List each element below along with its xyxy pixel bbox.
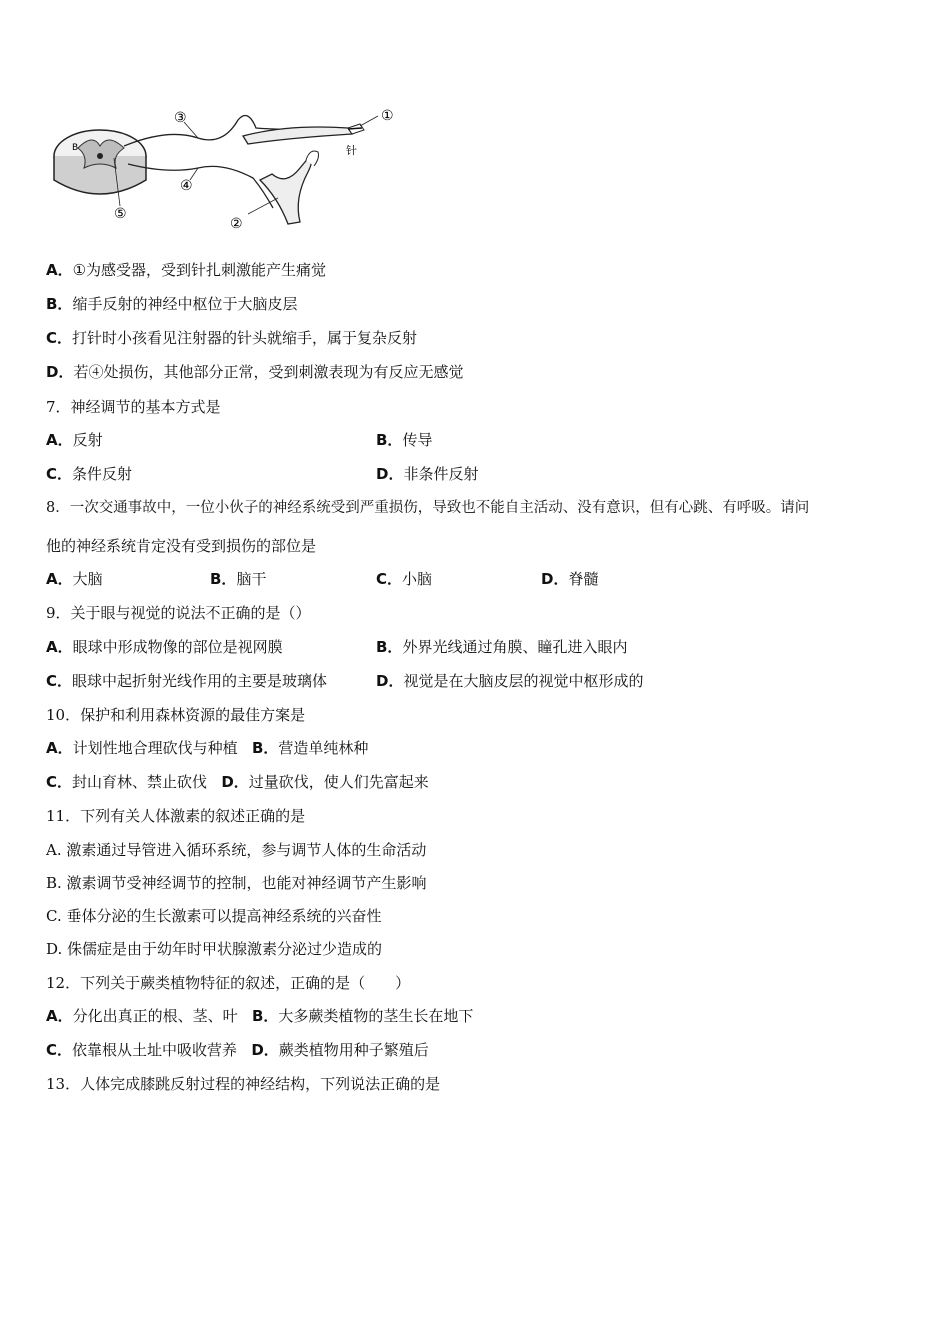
arm-lower — [260, 156, 312, 224]
needle-label: 针 — [346, 144, 357, 157]
label-1: ① — [381, 108, 394, 124]
q9-option-d: D．视觉是在大脑皮层的视觉中枢形成的 — [376, 672, 644, 690]
q10-options-cd: C．封山育林、禁止砍伐 D．过量砍伐，使人们先富起来 — [46, 773, 429, 791]
q7-option-d: D．非条件反射 — [376, 465, 479, 483]
q7-option-a: A．反射 — [46, 431, 103, 449]
q12-options-ab: A．分化出真正的根、茎、叶 B．大多蕨类植物的茎生长在地下 — [46, 1007, 474, 1025]
q11-option-a: A. 激素通过导管进入循环系统，参与调节人体的生命活动 — [46, 841, 427, 859]
q9-option-c: C．眼球中起折射光线作用的主要是玻璃体 — [46, 672, 328, 690]
q11-option-c: C. 垂体分泌的生长激素可以提高神经系统的兴奋性 — [46, 907, 382, 925]
arm-upper — [243, 127, 352, 144]
q8-option-a: A．大脑 — [46, 570, 103, 588]
q11-option-d: D. 侏儒症是由于幼年时甲状腺激素分泌过少造成的 — [46, 940, 383, 958]
label-3: ③ — [174, 110, 187, 126]
label-5: ⑤ — [114, 206, 127, 222]
q12-options-cd: C．依靠根从土址中吸收营养 D．蕨类植物用种子繁殖后 — [46, 1041, 429, 1059]
q13-stem: 13．人体完成膝跳反射过程的神经结构，下列说法正确的是 — [46, 1075, 441, 1093]
q8-option-c: C．小脑 — [376, 570, 433, 588]
q12-stem: 12．下列关于蕨类植物特征的叙述，正确的是（ ） — [46, 974, 411, 992]
q7-option-b: B．传导 — [376, 431, 433, 449]
q6-option-c: C．打针时小孩看见注射器的针头就缩手，属于复杂反射 — [46, 329, 418, 347]
q8-option-b: B．脑干 — [210, 570, 267, 588]
q11-stem: 11．下列有关人体激素的叙述正确的是 — [46, 807, 306, 825]
q8-option-d: D．脊髓 — [541, 570, 599, 588]
q8-stem-line2: 他的神经系统肯定没有受到损伤的部位是 — [46, 537, 317, 555]
label-2: ② — [230, 216, 243, 232]
q6-option-d: D．若④处损伤，其他部分正常，受到刺激表现为有反应无感觉 — [46, 363, 464, 381]
needle-icon — [348, 128, 362, 129]
q11-option-b: B. 激素调节受神经调节的控制，也能对神经调节产生影响 — [46, 874, 427, 892]
reflex-arc-diagram — [48, 98, 408, 238]
reflex-arc-figure — [48, 98, 408, 238]
spinal-cord — [54, 130, 146, 194]
label-4: ④ — [180, 178, 193, 194]
q7-option-c: C．条件反射 — [46, 465, 133, 483]
q9-stem: 9．关于眼与视觉的说法不正确的是（） — [46, 604, 311, 622]
q8-stem-line1: 8．一次交通事故中，一位小伙子的神经系统受到严重损伤，导致也不能自主活动、没有意识，但有心跳、有呼吸。请问 — [46, 500, 810, 516]
q6-option-a: A．①为感受器，受到针扎刺激能产生痛觉 — [46, 261, 327, 279]
q9-option-a: A．眼球中形成物像的部位是视网膜 — [46, 638, 283, 656]
cord-letter: B — [72, 143, 79, 153]
q10-stem: 10．保护和利用森林资源的最佳方案是 — [46, 706, 306, 724]
motor-nerve — [128, 164, 273, 208]
q10-options-ab: A．计划性地合理砍伐与种植 B．营造单纯林种 — [46, 739, 369, 757]
q6-option-b: B．缩手反射的神经中枢位于大脑皮层 — [46, 295, 298, 313]
q7-stem: 7．神经调节的基本方式是 — [46, 398, 221, 416]
q9-option-b: B．外界光线通过角膜、瞳孔进入眼内 — [376, 638, 628, 656]
